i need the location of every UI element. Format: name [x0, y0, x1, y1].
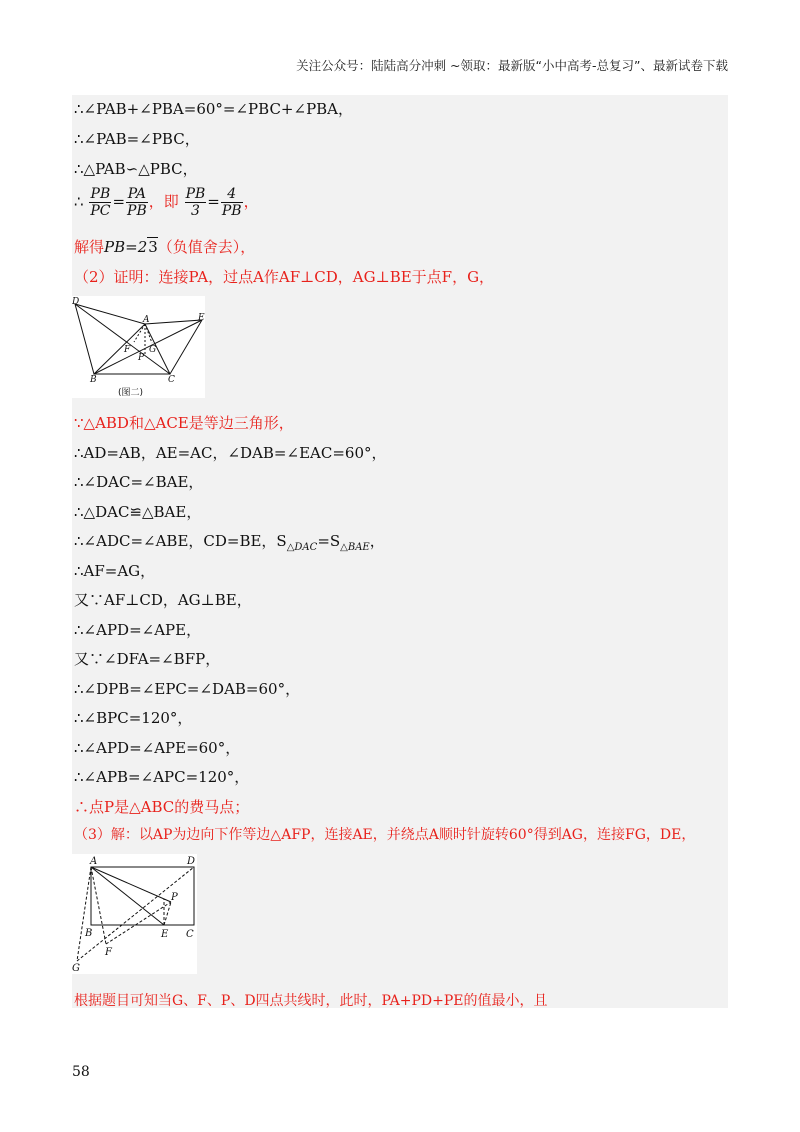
line-2: ∴∠PAB=∠PBC， — [74, 130, 200, 148]
label-d: D — [187, 856, 196, 867]
line-21-part3: （3）解：以AP为边向下作等边△AFP，连接AE，并绕点A顺时针旋转60°得到AG，连接FG，DE， — [74, 827, 696, 843]
label-c: C — [186, 929, 194, 940]
label-f: F — [124, 345, 131, 355]
line-22: 根据题目可知当G、F、P、D四点共线时，此时，PA+PD+PE的值最小，且 — [74, 993, 548, 1009]
figure-2-diagram — [72, 296, 205, 398]
line-17: ∴∠BPC=120°， — [74, 709, 193, 727]
line-3: ∴△PAB∽△PBC， — [74, 160, 198, 178]
label-b: B — [90, 375, 97, 385]
page-number: 58 — [72, 1064, 90, 1080]
line-11: ∴∠ADC=∠ABE，CD=BE，$S_{\triangle DAC}=S_{\triangle BAE}$， — [74, 532, 385, 553]
label-g: G — [72, 963, 80, 974]
fraction-4-pb: $\frac{4}{PB}$ — [221, 186, 242, 219]
label-g: G — [149, 345, 157, 355]
line-14: ∴∠APD=∠APE， — [74, 621, 202, 639]
line-6-part2: （2）证明：连接PA，过点A作AF⊥CD，AG⊥BE于点F，G， — [74, 268, 495, 286]
fraction-pb-pc: $\frac{PB}{PC}$ — [90, 186, 111, 219]
figure-caption: (图二) — [118, 388, 144, 398]
figure-2-svg — [72, 296, 205, 398]
label-f: F — [105, 947, 112, 958]
figure-3-svg — [72, 854, 197, 974]
label-d: D — [72, 297, 80, 307]
label-a: A — [90, 856, 98, 867]
line-12: ∴AF=AG， — [74, 562, 156, 580]
label-a: A — [143, 315, 150, 325]
line-10: ∴△DAC≌△BAE， — [74, 503, 202, 521]
label-p: P — [171, 892, 178, 903]
label-c: C — [168, 375, 175, 385]
line-5-solution: 解得PB=23（负值舍去）， — [74, 238, 256, 256]
line-16: ∴∠DPB=∠EPC=∠DAB=60°， — [74, 680, 301, 698]
label-b: B — [85, 928, 93, 939]
figure-3-diagram — [72, 854, 197, 974]
line-7: ∵△ABD和△ACE是等边三角形， — [74, 414, 294, 432]
square-root: 3 — [148, 238, 158, 256]
page-header: 关注公众号：陆陆高分冲刺 ~领取：最新版“小中高考-总复习”、最新试卷下载 — [296, 58, 728, 73]
label-e: E — [161, 929, 169, 940]
fraction-pa-pb: $\frac{PA}{PB}$ — [127, 186, 147, 219]
fraction-pb-3: $\frac{PB}{3}$ — [185, 186, 206, 219]
line-15: 又∵∠DFA=∠BFP， — [74, 650, 221, 668]
label-p: P — [138, 353, 145, 363]
line-18: ∴∠APD=∠APE=60°， — [74, 739, 241, 757]
line-20: ∴点P是△ABC的费马点； — [74, 798, 250, 816]
line-9: ∴∠DAC=∠BAE， — [74, 473, 204, 491]
label-e: E — [198, 313, 205, 323]
line-4-proportion: ∴ $\frac{PB}{PC}$ = $\frac{PA}{PB}$ ，即 $\frac{PB}{3}$ = $\frac{4}{PB}$ ， — [74, 186, 259, 219]
line-1: ∴∠PAB+∠PBA=60°=∠PBC+∠PBA， — [74, 100, 354, 118]
line-13: 又∵AF⊥CD，AG⊥BE， — [74, 591, 252, 609]
line-8: ∴AD=AB，AE=AC，∠DAB=∠EAC=60°， — [74, 444, 387, 462]
line-19: ∴∠APB=∠APC=120°， — [74, 768, 250, 786]
